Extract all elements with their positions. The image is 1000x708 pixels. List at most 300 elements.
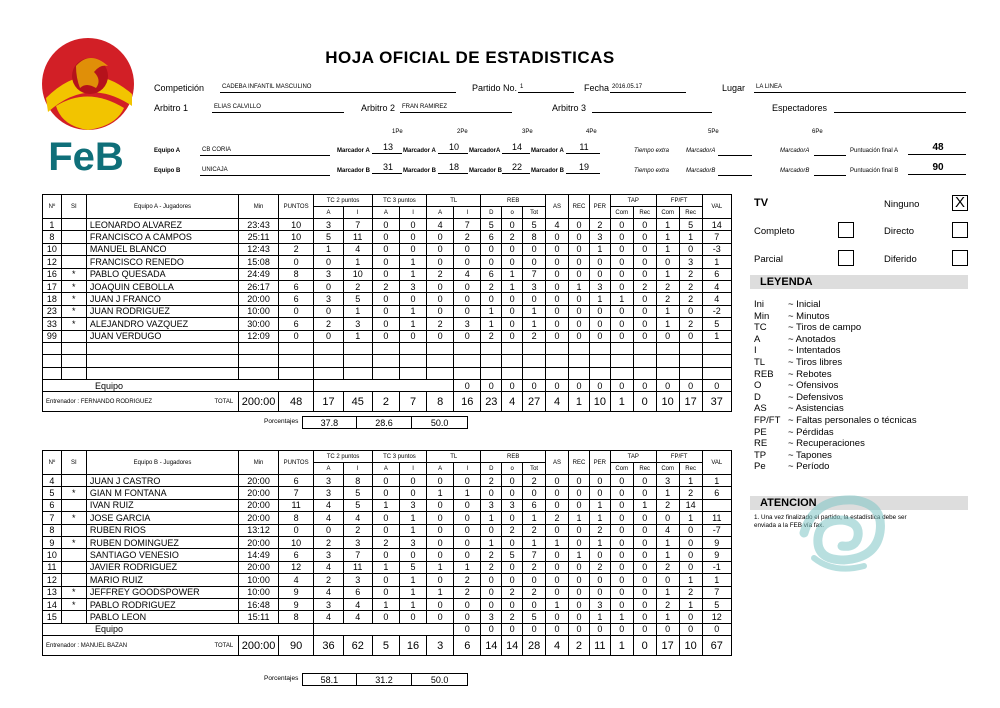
period-label: 2Pe <box>457 129 468 135</box>
stat-cell: PABLO QUESADA <box>86 268 238 280</box>
stat-cell: 1 <box>399 268 426 280</box>
stat-cell <box>61 574 86 586</box>
stat-cell: 2 <box>679 318 702 330</box>
total-cell: 0 <box>633 392 656 412</box>
stat-cell: 0 <box>546 256 569 268</box>
stat-cell: 0 <box>546 231 569 243</box>
blank-row <box>43 355 732 367</box>
total-cell: 14 <box>481 636 502 656</box>
stat-cell: 12 <box>278 561 313 573</box>
stat-cell: 0 <box>589 330 610 342</box>
stat-cell <box>61 367 86 379</box>
stat-cell: 0 <box>546 243 569 255</box>
stat-cell <box>343 367 372 379</box>
stat-cell: 12:09 <box>239 330 279 342</box>
stat-cell <box>372 367 399 379</box>
stat-cell: 2 <box>343 280 372 292</box>
stat-cell: 0 <box>399 549 426 561</box>
stat-cell: 3 <box>589 280 610 292</box>
table-row <box>43 268 732 280</box>
stat-cell: 0 <box>454 536 481 548</box>
stat-cell: 1 <box>481 512 502 524</box>
table-row <box>43 524 732 536</box>
stat-cell: 4 <box>656 524 679 536</box>
col-header: PUNTOS <box>278 195 313 219</box>
stat-cell: 0 <box>679 524 702 536</box>
tv-diferido-label: Diferido <box>884 254 917 265</box>
stat-cell: 0 <box>502 475 523 487</box>
total-cell: 16 <box>454 392 481 412</box>
stat-cell: 0 <box>633 561 656 573</box>
stat-cell: 1 <box>454 487 481 499</box>
stat-cell: * <box>61 305 86 317</box>
tv-diferido-checkbox[interactable] <box>952 250 968 266</box>
stat-cell: 6 <box>523 499 546 511</box>
score-a-ot2 <box>814 146 846 156</box>
stat-cell: 0 <box>427 305 454 317</box>
leyenda-item <box>754 299 968 311</box>
tv-parcial-label: Parcial <box>754 254 784 265</box>
stat-cell: 4 <box>343 611 372 623</box>
marcador-label: MarcadorA <box>469 148 501 154</box>
stat-cell <box>314 623 454 635</box>
stat-cell <box>278 342 313 354</box>
tv-ninguno-checkbox[interactable]: X <box>952 195 968 211</box>
stat-cell: 5 <box>343 499 372 511</box>
stat-cell: 0 <box>656 380 679 392</box>
stat-cell: -1 <box>702 561 731 573</box>
total-cell: 10 <box>656 392 679 412</box>
stat-cell: 3 <box>399 536 426 548</box>
stat-cell: 0 <box>427 524 454 536</box>
period-label: 6Pe <box>812 129 823 135</box>
stat-cell: 3 <box>502 499 523 511</box>
stat-cell: 0 <box>679 305 702 317</box>
score-b-1: 31 <box>372 162 402 174</box>
stat-cell: 0 <box>610 598 633 610</box>
stat-cell <box>61 611 86 623</box>
total-cell: 0 <box>633 636 656 656</box>
col-header: Equipo B - Jugadores <box>86 451 238 475</box>
stat-cell: 1 <box>633 499 656 511</box>
leyenda-item <box>754 311 968 323</box>
stat-cell: 0 <box>372 243 399 255</box>
col-header: PER <box>589 195 610 219</box>
leyenda-item <box>754 415 968 427</box>
stat-cell: 1 <box>679 598 702 610</box>
espectadores-field <box>834 103 966 113</box>
leyenda-desc: ~ Pérdidas <box>788 426 834 438</box>
stat-cell: 2 <box>481 561 502 573</box>
stat-cell: 3 <box>523 280 546 292</box>
stat-cell: JEFFREY GOODSPOWER <box>86 586 238 598</box>
stats-table-team-a <box>42 194 732 412</box>
score-a-1: 13 <box>372 142 402 154</box>
stat-cell: 9 <box>278 598 313 610</box>
stat-cell: 10:00 <box>239 574 279 586</box>
stat-cell: 8 <box>343 475 372 487</box>
stat-cell: 0 <box>589 574 610 586</box>
stat-cell: 0 <box>502 487 523 499</box>
stat-cell: 1 <box>399 586 426 598</box>
leyenda-abbr: Ini <box>754 299 765 310</box>
stat-cell: 14 <box>43 598 62 610</box>
col-subheader: A <box>427 463 454 475</box>
stat-cell: 2 <box>314 536 343 548</box>
stat-cell: 0 <box>610 219 633 231</box>
stat-cell <box>61 475 86 487</box>
stat-cell: 0 <box>546 611 569 623</box>
stat-cell <box>372 355 399 367</box>
stat-cell: 0 <box>589 586 610 598</box>
col-header: TC 3 puntos <box>372 195 426 207</box>
stat-cell <box>589 355 610 367</box>
stat-cell: 2 <box>656 293 679 305</box>
stat-cell <box>314 342 343 354</box>
stat-cell: 2 <box>633 280 656 292</box>
stat-cell: 1 <box>589 611 610 623</box>
stat-cell: 2 <box>372 536 399 548</box>
stat-cell: 0 <box>569 305 590 317</box>
stat-cell: 0 <box>502 561 523 573</box>
stat-cell: 3 <box>656 475 679 487</box>
stat-cell: 25:11 <box>239 231 279 243</box>
stat-cell: 1 <box>372 598 399 610</box>
stat-cell: 2 <box>679 268 702 280</box>
stat-cell: 0 <box>502 623 523 635</box>
porcentajes-label: Porcentajes <box>264 675 299 682</box>
stat-cell: 0 <box>633 219 656 231</box>
stat-cell: 0 <box>610 243 633 255</box>
equipo-label: Equipo <box>43 623 314 635</box>
stat-cell: 1 <box>656 318 679 330</box>
col-header: AS <box>546 195 569 219</box>
col-header: VAL <box>702 195 731 219</box>
total-cell: 45 <box>343 392 372 412</box>
stat-cell: 1 <box>569 280 590 292</box>
stat-cell: MARIO RUIZ <box>86 574 238 586</box>
stat-cell: 2 <box>502 586 523 598</box>
stat-cell: 4 <box>343 243 372 255</box>
stat-cell: 0 <box>372 231 399 243</box>
col-subheader: A <box>427 207 454 219</box>
stat-cell: 0 <box>454 549 481 561</box>
stat-cell <box>633 355 656 367</box>
stat-cell: 0 <box>569 586 590 598</box>
marcador-label: Marcador B <box>403 168 437 174</box>
stat-cell <box>399 367 426 379</box>
stat-cell: 0 <box>679 243 702 255</box>
leyenda-abbr: RE <box>754 438 768 450</box>
col-subheader: o <box>502 207 523 219</box>
stat-cell <box>372 342 399 354</box>
stat-cell <box>679 355 702 367</box>
stat-cell: 10:00 <box>239 586 279 598</box>
stat-cell: 1 <box>679 475 702 487</box>
stat-cell: 12 <box>43 574 62 586</box>
period-label: 5Pe <box>708 129 719 135</box>
stat-cell: 6 <box>278 318 313 330</box>
stat-cell: 0 <box>633 231 656 243</box>
stat-cell <box>656 367 679 379</box>
stat-cell: 11 <box>702 512 731 524</box>
stat-cell <box>656 342 679 354</box>
stat-cell: 2 <box>502 524 523 536</box>
stat-cell: 0 <box>610 380 633 392</box>
col-header: Nº <box>43 451 62 475</box>
col-header: TL <box>427 451 481 463</box>
stat-cell: 0 <box>502 305 523 317</box>
tv-parcial-checkbox[interactable] <box>838 250 854 266</box>
stat-cell: 1 <box>502 280 523 292</box>
total-cell: 8 <box>427 392 454 412</box>
leyenda-title: LEYENDA <box>750 275 968 289</box>
stat-cell: 4 <box>314 512 343 524</box>
stat-cell: 0 <box>523 293 546 305</box>
total-cell: 27 <box>523 392 546 412</box>
stat-cell: IVAN RUIZ <box>86 499 238 511</box>
stat-cell: 0 <box>569 268 590 280</box>
stat-cell <box>569 367 590 379</box>
col-subheader: A <box>314 207 343 219</box>
stat-cell: 0 <box>502 293 523 305</box>
arbitro3-label: Arbitro 3 <box>552 103 587 113</box>
stat-cell <box>239 342 279 354</box>
stat-cell: 3 <box>399 499 426 511</box>
total-cell: 2 <box>569 636 590 656</box>
final-score-a: 48 <box>908 142 966 155</box>
stat-cell <box>427 367 454 379</box>
tv-directo-checkbox[interactable] <box>952 222 968 238</box>
stat-cell: 0 <box>454 611 481 623</box>
stat-cell: 0 <box>610 268 633 280</box>
stat-cell: 0 <box>546 305 569 317</box>
stat-cell: 1 <box>481 318 502 330</box>
stat-cell: JUAN RODRIGUEZ <box>86 305 238 317</box>
stat-cell: 0 <box>502 318 523 330</box>
stat-cell: 1 <box>427 487 454 499</box>
stat-cell: 0 <box>656 623 679 635</box>
arbitro1-field: ELIAS CALVILLO <box>212 103 344 113</box>
stat-cell: 10 <box>43 243 62 255</box>
stat-cell: 0 <box>546 293 569 305</box>
stat-cell: 14:49 <box>239 549 279 561</box>
stat-cell <box>427 342 454 354</box>
stat-cell: 8 <box>523 231 546 243</box>
table-row <box>43 293 732 305</box>
stat-cell: 5 <box>399 561 426 573</box>
stat-cell: 0 <box>481 380 502 392</box>
stat-cell: 7 <box>343 549 372 561</box>
stat-cell: 0 <box>427 293 454 305</box>
total-cell: 10 <box>679 636 702 656</box>
arbitro2-label: Arbitro 2 <box>361 103 396 113</box>
stat-cell <box>314 367 343 379</box>
stat-cell: 0 <box>546 549 569 561</box>
table-row <box>43 536 732 548</box>
table-row <box>43 611 732 623</box>
table-row <box>43 574 732 586</box>
stat-cell: 0 <box>546 586 569 598</box>
stat-cell: 20:00 <box>239 536 279 548</box>
stat-cell: 0 <box>454 524 481 536</box>
marcador-label: Marcador B <box>531 168 565 174</box>
stat-cell: 0 <box>702 380 731 392</box>
stat-cell: * <box>61 293 86 305</box>
stat-cell: 2 <box>523 561 546 573</box>
total-cell: 1 <box>569 392 590 412</box>
stat-cell: LEONARDO ALVAREZ <box>86 219 238 231</box>
tv-directo-label: Directo <box>884 226 915 237</box>
stat-cell: 0 <box>427 512 454 524</box>
leyenda-abbr: Min <box>754 310 770 322</box>
stat-cell: 0 <box>679 330 702 342</box>
stat-cell: 0 <box>546 380 569 392</box>
stat-cell: 15 <box>43 611 62 623</box>
stat-cell <box>427 355 454 367</box>
stat-cell: 1 <box>656 611 679 623</box>
stat-cell: 2 <box>454 586 481 598</box>
stat-cell <box>454 355 481 367</box>
stat-cell: 0 <box>278 256 313 268</box>
col-subheader: A <box>372 207 399 219</box>
leyenda-desc: ~ Período <box>788 461 830 473</box>
stat-cell: 5 <box>702 318 731 330</box>
stat-cell: 1 <box>427 586 454 598</box>
stat-cell: 4 <box>43 475 62 487</box>
col-header: SI <box>61 451 86 475</box>
stat-cell: * <box>61 268 86 280</box>
fecha-label: Fecha <box>584 83 610 93</box>
stat-cell: 2 <box>481 330 502 342</box>
marcador-label: Marcador A <box>403 148 436 154</box>
stat-cell <box>569 355 590 367</box>
stat-cell: 33 <box>43 318 62 330</box>
pct-tl: 50.0 <box>412 674 468 686</box>
stat-cell: 0 <box>427 256 454 268</box>
stat-cell: 0 <box>481 487 502 499</box>
total-cell: 16 <box>399 636 426 656</box>
total-cell: 17 <box>314 392 343 412</box>
stat-cell: 0 <box>454 256 481 268</box>
period-label: 3Pe <box>522 129 533 135</box>
stat-cell: 2 <box>502 611 523 623</box>
stat-cell: 13:12 <box>239 524 279 536</box>
stat-cell: 2 <box>481 475 502 487</box>
stat-cell <box>61 231 86 243</box>
stat-cell: 1 <box>372 499 399 511</box>
lugar-field: LA LINEA <box>754 83 966 93</box>
stat-cell: 2 <box>679 586 702 598</box>
stat-cell: 3 <box>399 280 426 292</box>
col-subheader: I <box>454 463 481 475</box>
stat-cell: 17 <box>43 280 62 292</box>
stat-cell: 10 <box>278 536 313 548</box>
stat-cell: 0 <box>427 611 454 623</box>
stat-cell: 0 <box>679 623 702 635</box>
leyenda-desc: ~ Asistencias <box>788 403 844 415</box>
stat-cell: 1 <box>523 512 546 524</box>
stat-cell: 1 <box>589 293 610 305</box>
col-header: TAP <box>610 451 656 463</box>
stat-cell: 7 <box>523 549 546 561</box>
stat-cell: 1 <box>343 256 372 268</box>
col-subheader: I <box>399 463 426 475</box>
stat-cell: 0 <box>569 293 590 305</box>
stat-cell: 0 <box>679 549 702 561</box>
stat-cell: 2 <box>656 561 679 573</box>
score-a-3: 14 <box>502 142 530 154</box>
stat-cell: 0 <box>546 487 569 499</box>
stat-cell: * <box>61 318 86 330</box>
lugar-label: Lugar <box>722 83 746 93</box>
marcador-label: Marcador B <box>337 168 371 174</box>
col-subheader: Rec <box>679 207 702 219</box>
stat-cell: 9 <box>278 586 313 598</box>
stat-cell <box>43 355 62 367</box>
stat-cell: 1 <box>679 231 702 243</box>
stat-cell: 0 <box>454 512 481 524</box>
stat-cell: 0 <box>610 256 633 268</box>
col-subheader: A <box>372 463 399 475</box>
stat-cell: 6 <box>278 280 313 292</box>
total-cell: 2 <box>372 392 399 412</box>
stat-cell: 0 <box>610 318 633 330</box>
stat-cell: 0 <box>656 512 679 524</box>
score-a-ot1 <box>718 146 752 156</box>
stat-cell: 1 <box>569 512 590 524</box>
stat-cell: 2 <box>656 598 679 610</box>
stat-cell: 1 <box>343 330 372 342</box>
stat-cell: 1 <box>523 305 546 317</box>
stat-cell: 0 <box>633 475 656 487</box>
col-subheader: Com <box>656 463 679 475</box>
total-cell: 23 <box>481 392 502 412</box>
leyenda-desc: ~ Intentados <box>788 345 841 357</box>
stat-cell: 0 <box>633 256 656 268</box>
col-header: REB <box>481 451 546 463</box>
stat-cell: 1 <box>43 219 62 231</box>
stat-cell: 2 <box>679 280 702 292</box>
stat-cell <box>702 367 731 379</box>
score-a-2: 10 <box>438 142 468 154</box>
tv-completo-checkbox[interactable] <box>838 222 854 238</box>
percentages-team-b <box>302 673 468 686</box>
stat-cell: 1 <box>656 219 679 231</box>
stat-cell: 2 <box>454 574 481 586</box>
stat-cell: 0 <box>372 586 399 598</box>
col-header: PUNTOS <box>278 451 313 475</box>
stat-cell: 2 <box>546 512 569 524</box>
leyenda-abbr: D <box>754 391 761 403</box>
stat-cell: 0 <box>656 256 679 268</box>
stat-cell: 1 <box>656 243 679 255</box>
stat-cell: 3 <box>314 549 343 561</box>
stat-cell: 1 <box>546 598 569 610</box>
stat-cell <box>61 243 86 255</box>
totals-row <box>43 392 732 412</box>
total-cell: 200:00 <box>239 392 279 412</box>
stat-cell: 0 <box>546 561 569 573</box>
stat-cell: 4 <box>702 280 731 292</box>
stat-cell: 4 <box>454 268 481 280</box>
stat-cell: 0 <box>569 623 590 635</box>
table-row <box>43 561 732 573</box>
stat-cell <box>399 342 426 354</box>
stat-cell: -3 <box>702 243 731 255</box>
stat-cell: 0 <box>372 318 399 330</box>
table-row <box>43 549 732 561</box>
